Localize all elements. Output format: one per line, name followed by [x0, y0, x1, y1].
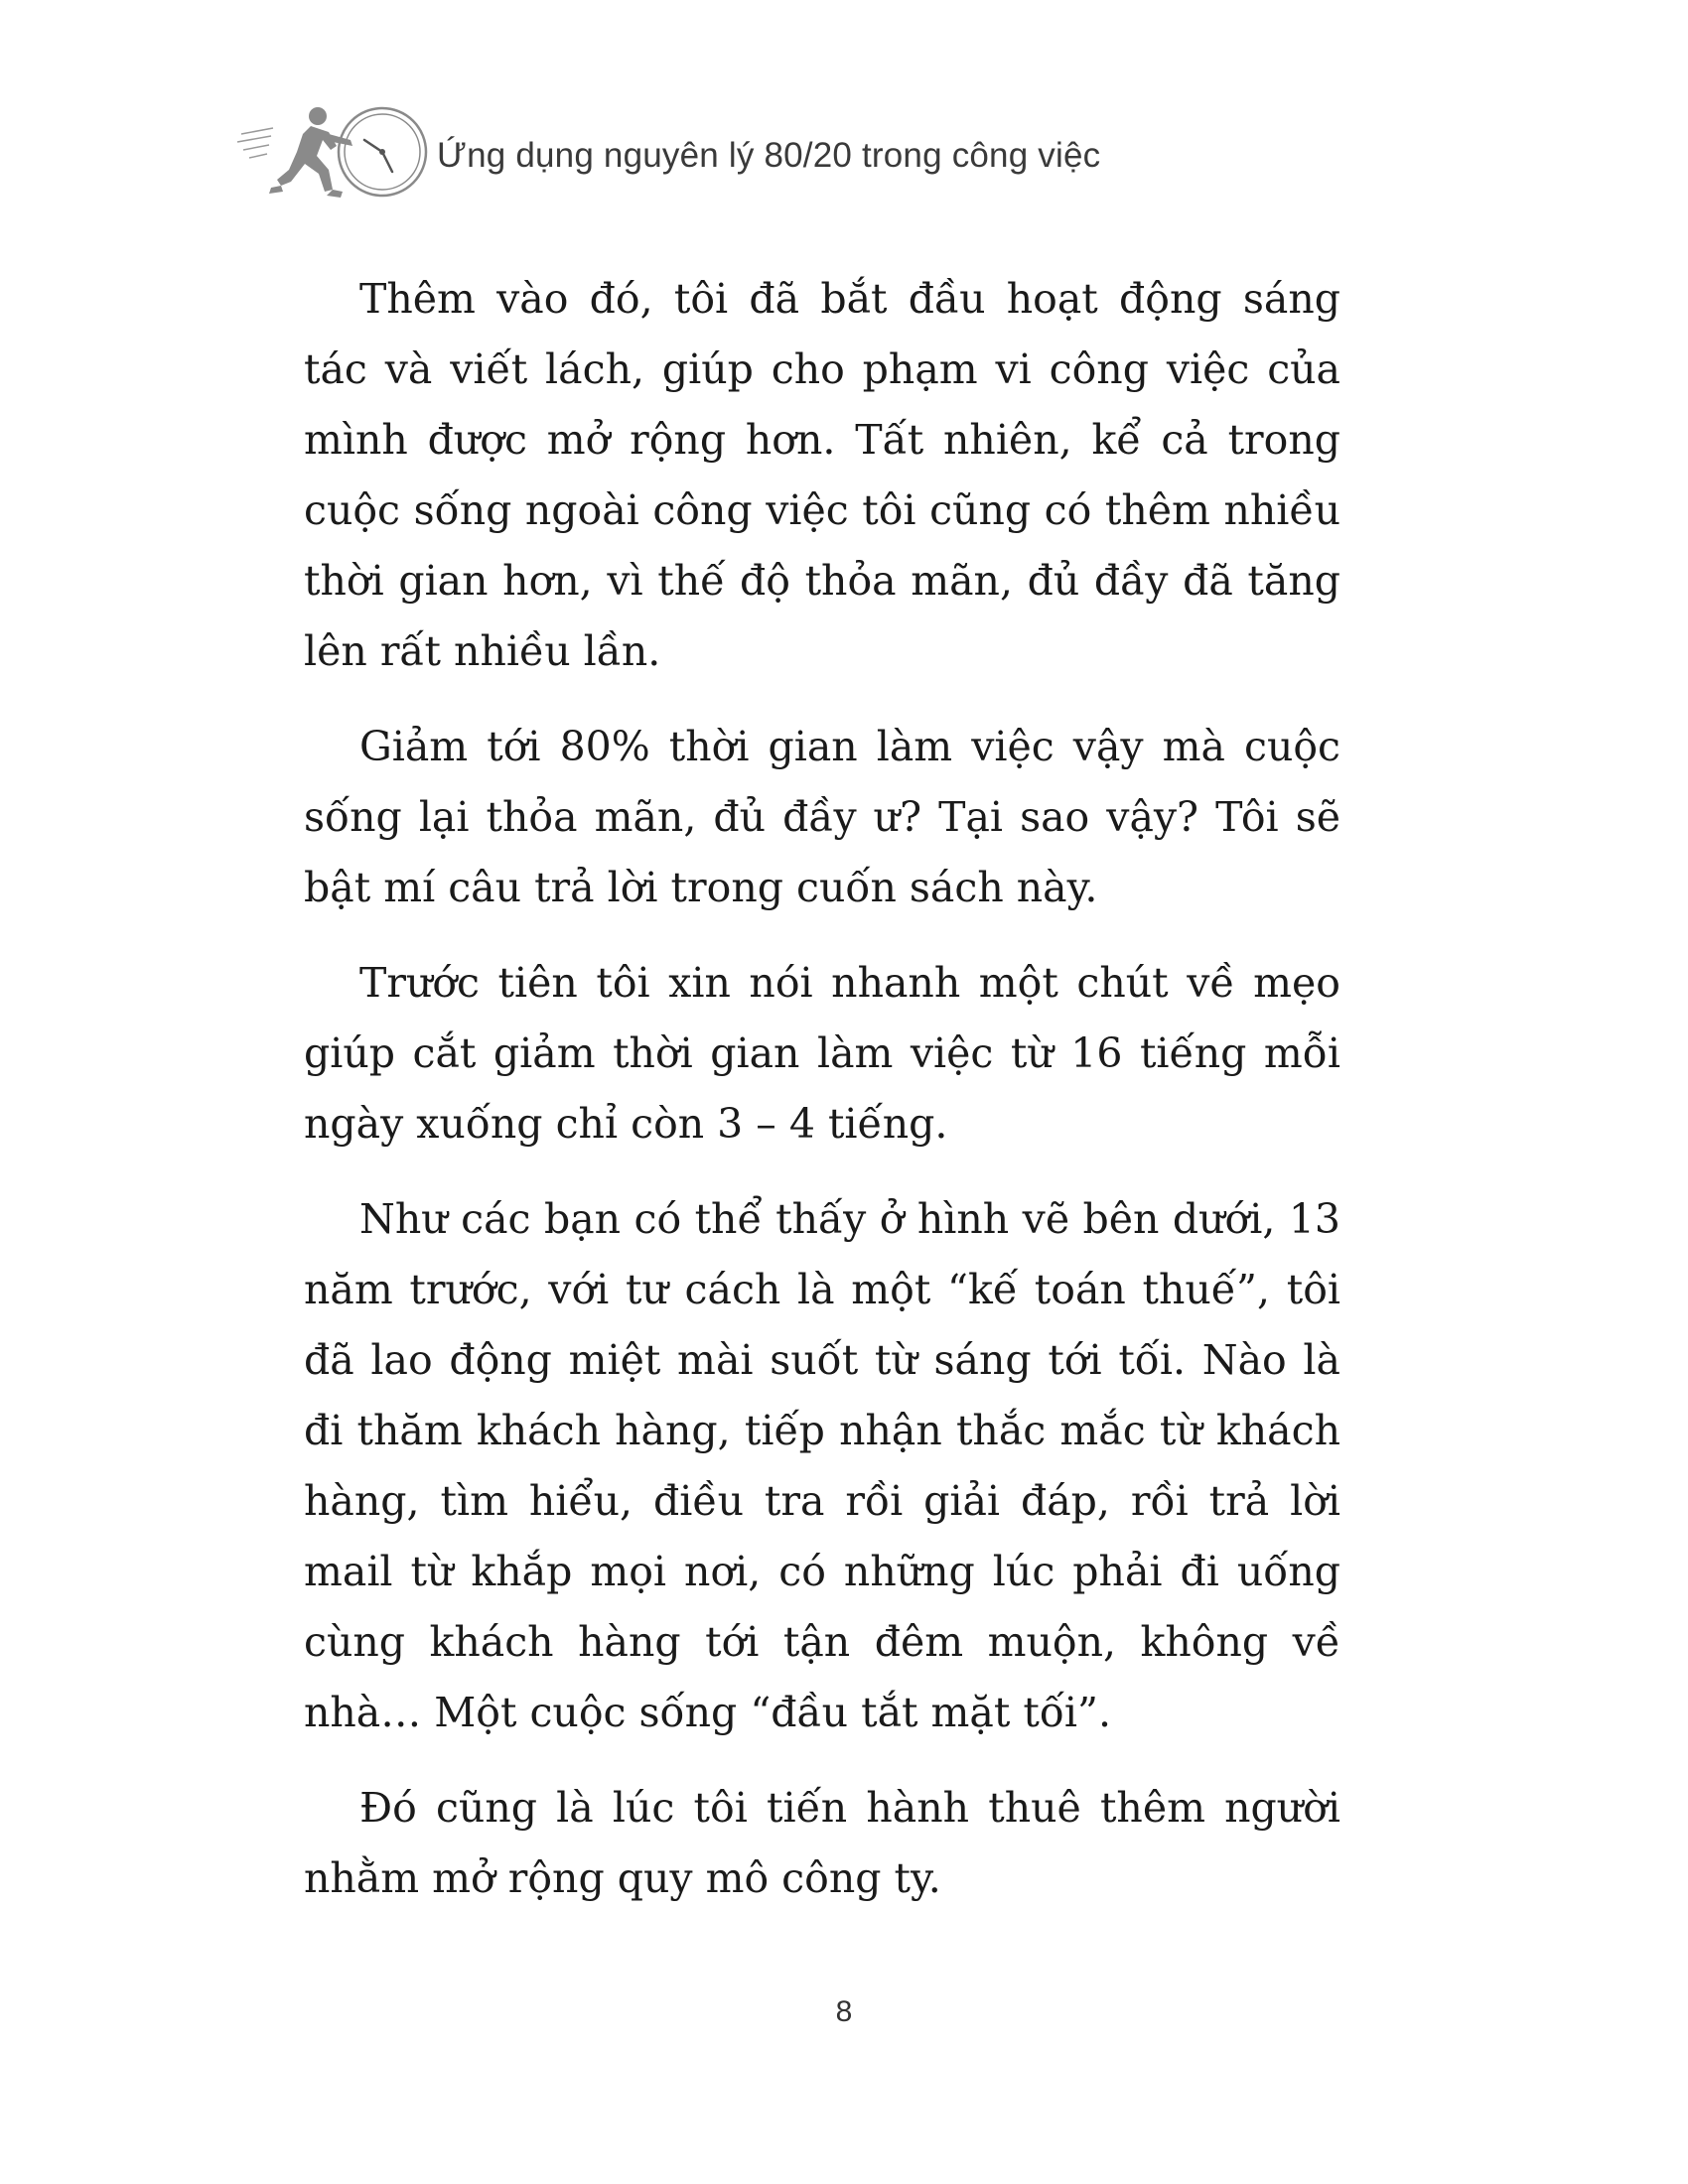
person-pushing-clock-icon [233, 94, 432, 213]
paragraph: Trước tiên tôi xin nói nhanh một chút về mẹo giúp cắt giảm thời gian làm việc từ 16 tiếng mỗi ngày xuống chỉ còn 3 – 4 tiếng. [304, 959, 1340, 1148]
body-text [304, 264, 1340, 1939]
paragraph: Thêm vào đó, tôi đã bắt đầu hoạt động sáng tác và viết lách, giúp cho phạm vi công việc của mình được mở rộng hơn. Tất nhiên, kể cả trong cuộc sống ngoài công việc tôi cũng có thêm nhiều thời gian hơn, vì thế độ thỏa mãn, đủ đầy đã tăng lên rất nhiều lần. [304, 275, 1340, 675]
page-number: 8 [835, 1995, 853, 2028]
paragraph: Như các bạn có thể thấy ở hình vẽ bên dưới, 13 năm trước, với tư cách là một “kế toán thuế”, tôi đã lao động miệt mài suốt từ sáng tới tối. Nào là đi thăm khách hàng, tiếp nhận thắc mắc từ khách hàng, tìm hiểu, điều tra rồi giải đáp, rồi trả lời mail từ khắp mọi nơi, có những lúc phải đi uống cùng khách hàng tới tận đêm muộn, không về nhà… Một cuộc sống “đầu tắt mặt tối”. [304, 1195, 1340, 1736]
page-header [233, 94, 1226, 213]
paragraph: Giảm tới 80% thời gian làm việc vậy mà cuộc sống lại thỏa mãn, đủ đầy ư? Tại sao vậy? Tôi sẽ bật mí câu trả lời trong cuốn sách này. [304, 723, 1340, 911]
running-title: Ứng dụng nguyên lý 80/20 trong công việc [437, 136, 1101, 175]
paragraph: Đó cũng là lúc tôi tiến hành thuê thêm người nhằm mở rộng quy mô công ty. [304, 1784, 1340, 1902]
